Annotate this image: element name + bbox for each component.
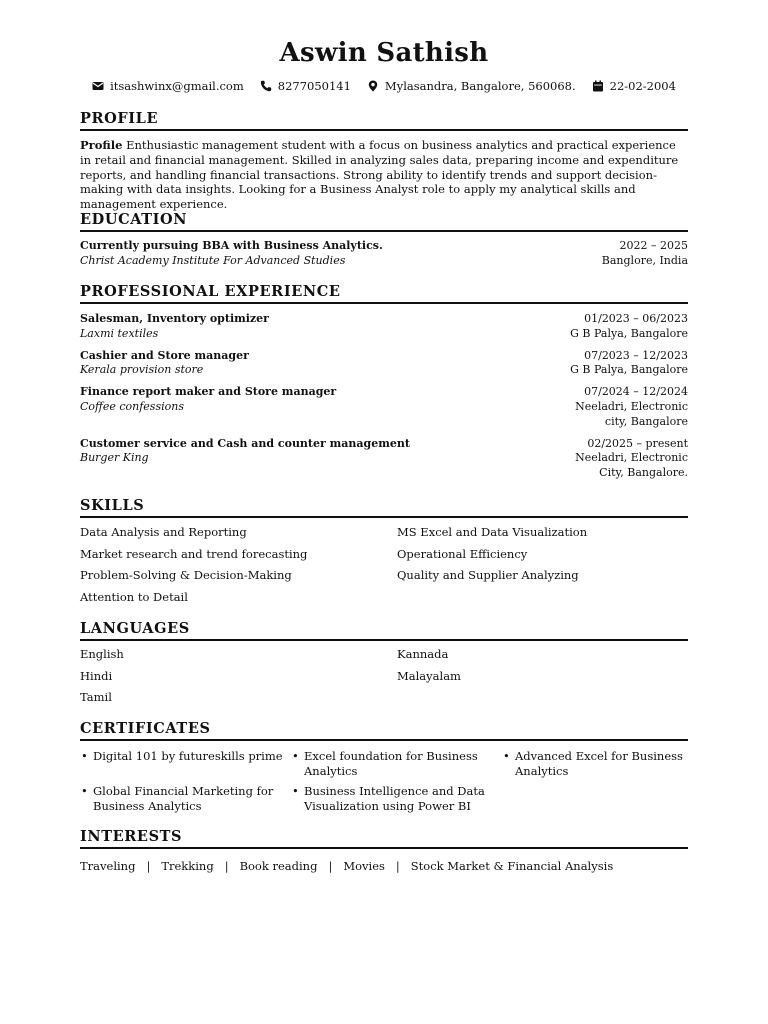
profile-section xyxy=(80,109,688,212)
contact-phone[interactable] xyxy=(260,79,351,93)
certificate-item: • Business Intelligence and Data Visualization using Power BI xyxy=(291,784,502,813)
experience-entry xyxy=(80,349,688,378)
interest-separator: | xyxy=(224,859,229,873)
date-range: 2022 – 2025 xyxy=(619,239,688,252)
skills-section xyxy=(80,496,688,609)
certificate-item: • Advanced Excel for Business Analytics xyxy=(502,749,688,778)
resume-page xyxy=(80,0,688,873)
languages-list xyxy=(80,644,688,709)
role: Cashier and Store manager xyxy=(80,348,249,362)
calendar-icon xyxy=(592,80,604,92)
dob-text: 22-02-2004 xyxy=(609,79,676,93)
company: Burger King xyxy=(80,451,149,465)
interest-item: Trekking xyxy=(161,859,214,873)
interest-item: Traveling xyxy=(80,859,136,873)
role: Customer service and Cash and counter management xyxy=(80,436,410,450)
place: G B Palya, Bangalore xyxy=(570,363,688,377)
place: G B Palya, Bangalore xyxy=(570,326,688,340)
email-text: itsashwinx@gmail.com xyxy=(110,79,244,93)
section-title: EDUCATION xyxy=(80,210,688,232)
skills-list xyxy=(80,522,688,609)
envelope-icon xyxy=(92,80,104,92)
section-title: SKILLS xyxy=(80,496,688,518)
interests-list xyxy=(80,859,688,873)
experience-entry xyxy=(80,385,688,429)
contact-bar xyxy=(80,78,688,94)
place: Neeladri, Electronic city, Bangalore xyxy=(575,399,688,428)
school: Christ Academy Institute For Advanced Studies xyxy=(80,253,346,267)
company: Coffee confessions xyxy=(80,399,184,413)
interest-separator: | xyxy=(395,859,400,873)
phone-icon xyxy=(260,80,272,92)
section-title: INTERESTS xyxy=(80,827,688,849)
skill-item: Operational Efficiency xyxy=(397,546,528,561)
contact-location xyxy=(367,79,576,93)
education-section xyxy=(80,210,688,268)
date-range: 07/2023 – 12/2023 xyxy=(584,348,688,362)
date-range: 01/2023 – 06/2023 xyxy=(584,312,688,325)
map-pin-icon xyxy=(367,80,379,92)
company: Kerala provision store xyxy=(80,363,204,377)
language-item: English xyxy=(80,647,124,661)
location-text: Mylasandra, Bangalore, 560068. xyxy=(384,79,576,93)
contact-dob xyxy=(592,79,676,93)
interest-item: Movies xyxy=(343,859,385,873)
section-title: PROFESSIONAL EXPERIENCE xyxy=(80,282,688,304)
place: Neeladri, Electronic City, Bangalore. xyxy=(575,451,688,479)
certificates-section xyxy=(80,719,688,819)
profile-text xyxy=(80,138,688,212)
skill-item: Data Analysis and Reporting xyxy=(80,525,247,539)
skill-item: Market research and trend forecasting xyxy=(80,546,308,561)
section-title: LANGUAGES xyxy=(80,619,688,641)
language-item: Hindi xyxy=(80,668,113,683)
languages-section xyxy=(80,619,688,709)
place: Banglore, India xyxy=(601,253,688,267)
language-item: Kannada xyxy=(397,647,449,661)
certificate-item: • Excel foundation for Business Analytics xyxy=(291,749,502,778)
profile-lead: Profile xyxy=(80,138,123,152)
phone-text: 8277050141 xyxy=(277,79,351,93)
certificates-list xyxy=(80,749,688,819)
interest-separator: | xyxy=(328,859,333,873)
contact-email[interactable] xyxy=(92,79,244,93)
skill-item: Attention to Detail xyxy=(80,590,188,605)
profile-body: Enthusiastic management student with a focus on business analytics and practical experience in retail and financial management. Skilled in analyzing sales data, preparing income and expenditure reports, and handling financial transactions. Strong ability to identify trends and support decision-making with data insights. Looking for a Business Analyst role to apply my analytical skills and management experience. xyxy=(80,138,679,212)
degree: Currently pursuing BBA with Business Analytics. xyxy=(80,239,383,252)
experience-section xyxy=(80,282,688,480)
skill-item: MS Excel and Data Visualization xyxy=(397,525,588,539)
interests-section xyxy=(80,827,688,873)
interest-separator: | xyxy=(146,859,151,873)
certificate-item: • Global Financial Marketing for Business Analytics xyxy=(80,784,291,813)
experience-entry xyxy=(80,312,688,341)
skill-item: Quality and Supplier Analyzing xyxy=(397,568,579,583)
candidate-name: Aswin Sathish xyxy=(279,38,489,68)
experience-entry xyxy=(80,437,688,481)
date-range: 07/2024 – 12/2024 xyxy=(584,385,688,399)
language-item: Tamil xyxy=(80,690,112,705)
language-item: Malayalam xyxy=(397,668,461,683)
role: Salesman, Inventory optimizer xyxy=(80,312,269,325)
interest-item: Book reading xyxy=(239,859,318,873)
role: Finance report maker and Store manager xyxy=(80,385,337,399)
date-range: 02/2025 – present xyxy=(587,436,688,450)
education-entry xyxy=(80,239,688,268)
section-title: PROFILE xyxy=(80,109,688,131)
skill-item: Problem-Solving & Decision-Making xyxy=(80,568,292,583)
company: Laxmi textiles xyxy=(80,326,159,340)
section-title: CERTIFICATES xyxy=(80,719,688,741)
certificate-item: • Digital 101 by futureskills prime xyxy=(80,749,291,778)
interest-item: Stock Market & Financial Analysis xyxy=(410,859,614,873)
